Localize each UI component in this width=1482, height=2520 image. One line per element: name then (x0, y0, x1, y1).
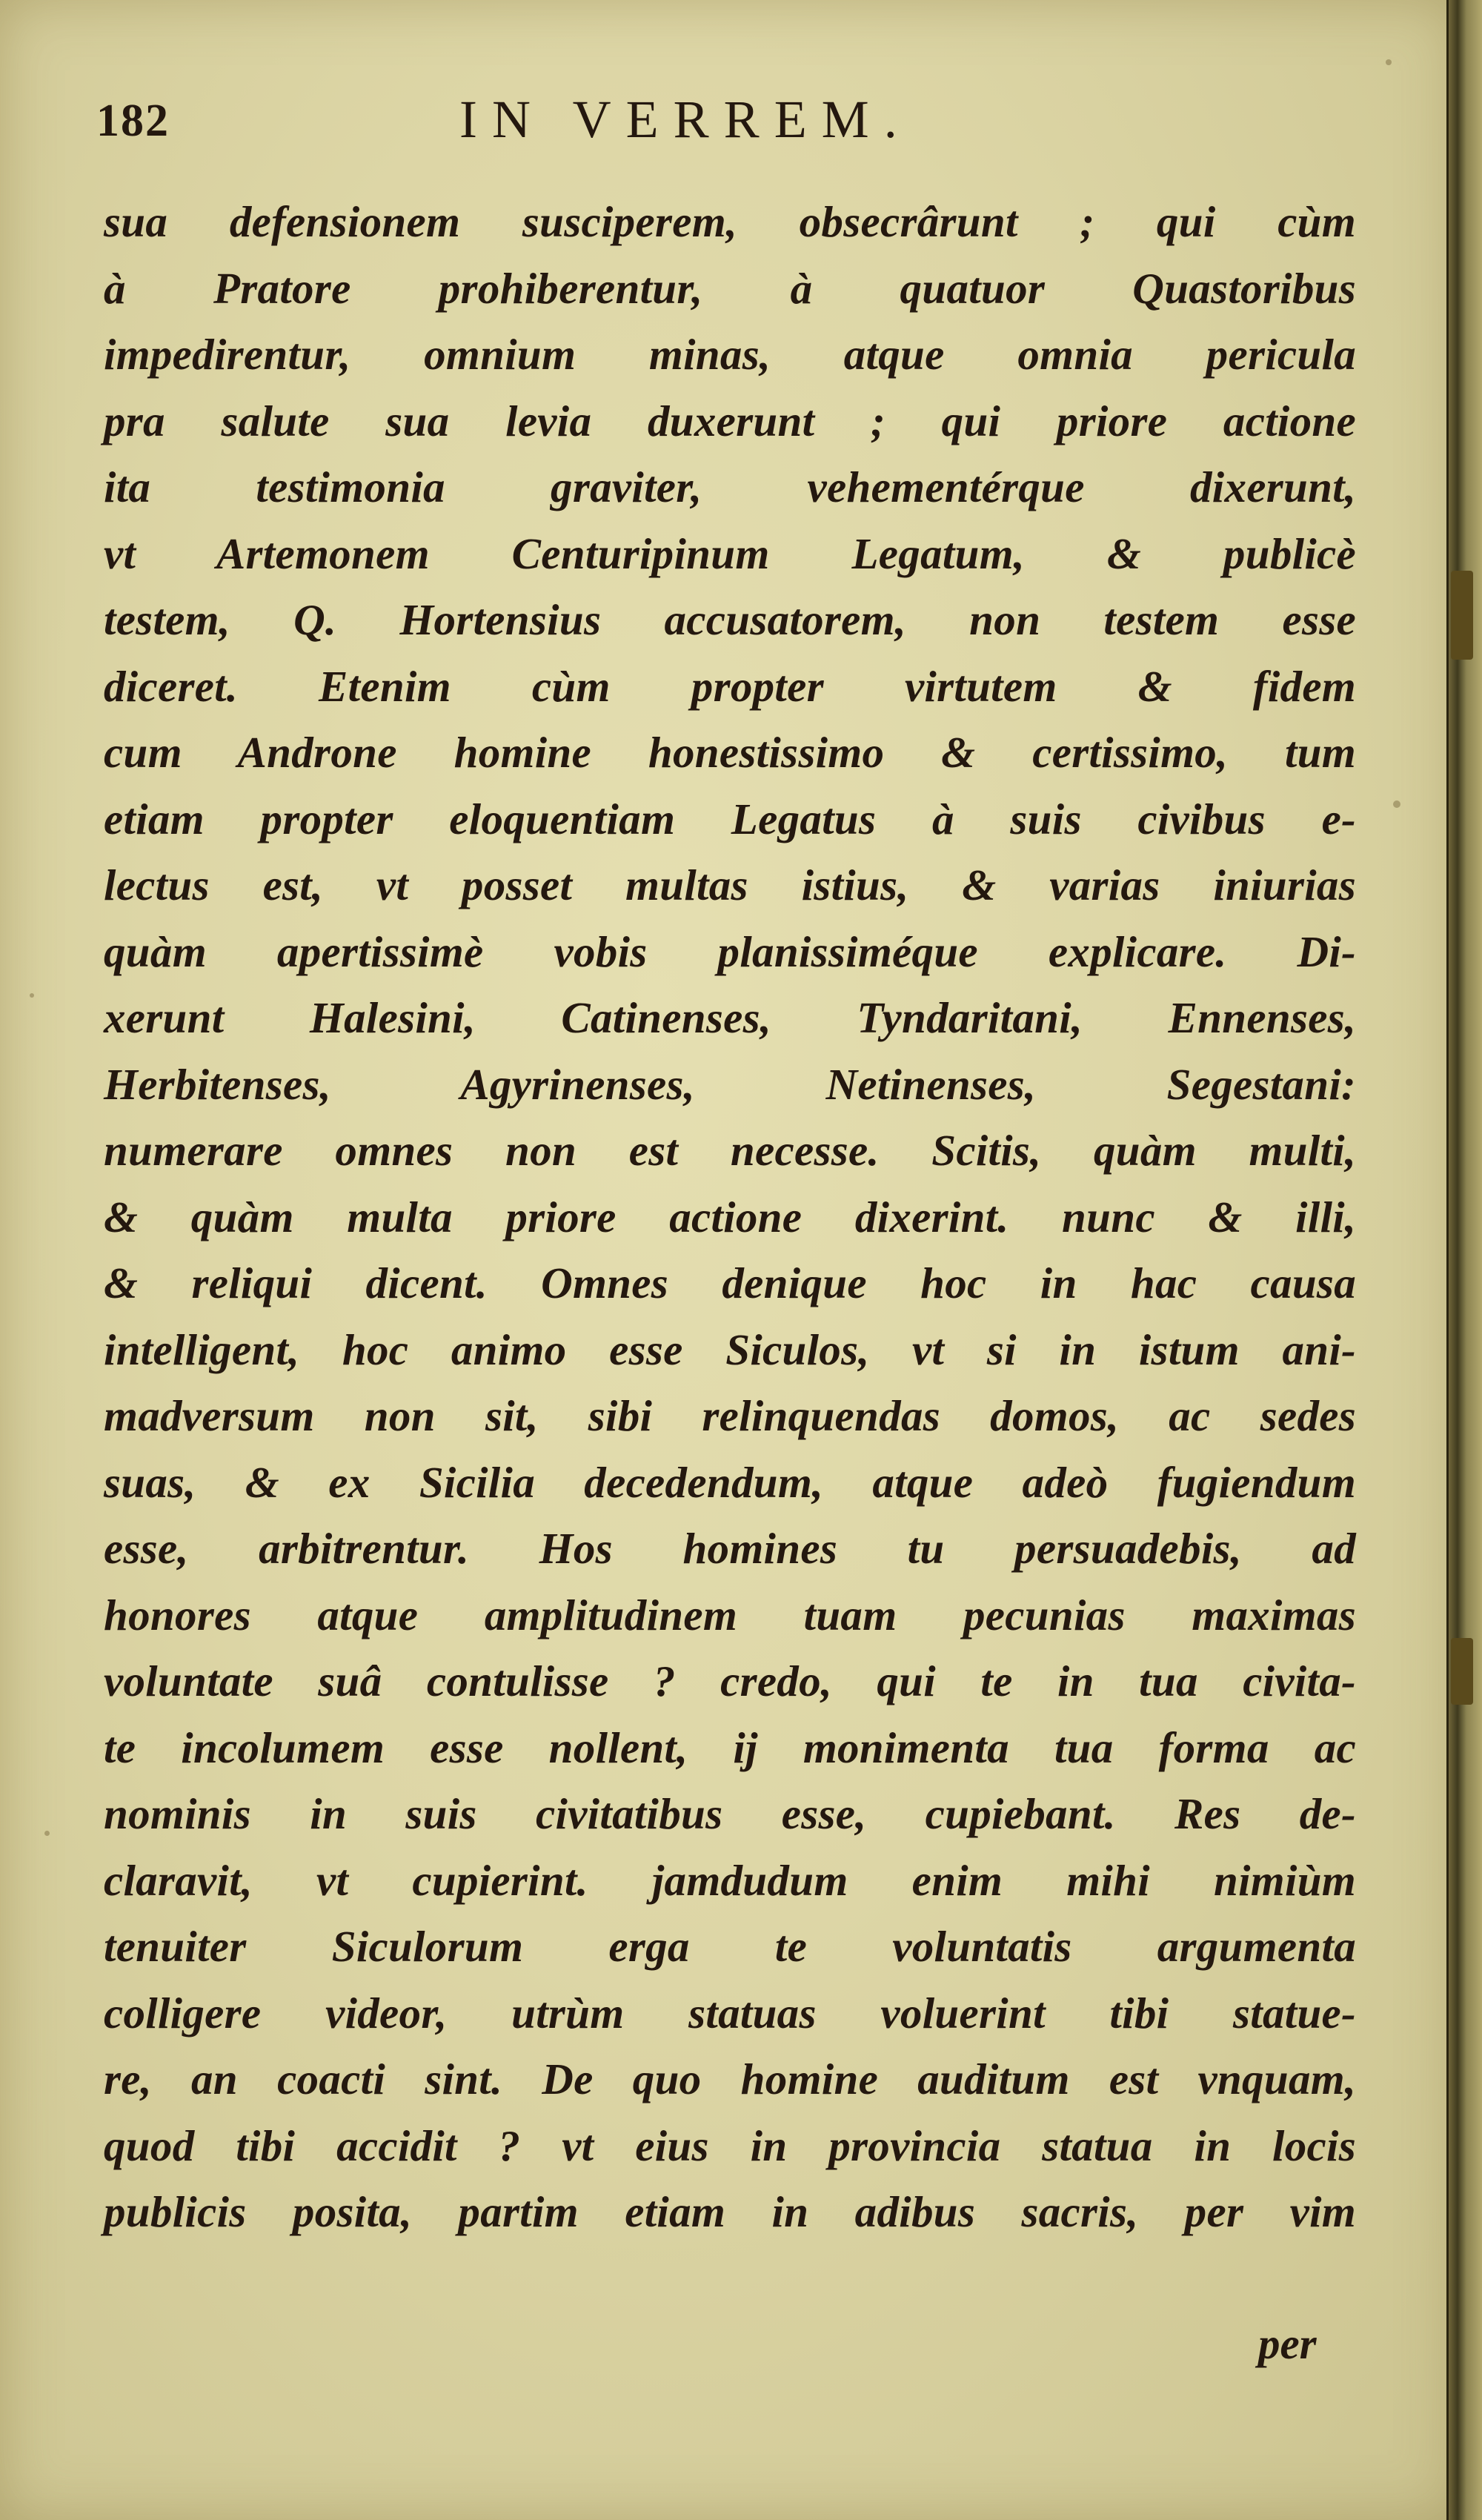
text-line: publicis posita, partim etiam in adibus sacris, per vim (104, 2187, 1356, 2236)
text-line: cum Androne homine honestissimo & certissimo, tum (104, 728, 1356, 777)
text-line: à Pratore prohiberentur, à quatuor Quastoribus (104, 263, 1356, 313)
text-line: sua defensionem susciperem, obsecrârunt ; qui cùm (104, 197, 1356, 246)
adjacent-page-edge (1446, 0, 1482, 2520)
text-line: xerunt Halesini, Catinenses, Tyndaritani, Ennenses, (104, 993, 1356, 1042)
text-line: & reliqui dicent. Omnes denique hoc in hac causa (104, 1259, 1356, 1307)
page-header (96, 89, 1356, 163)
text-line: claravit, vt cupierint. jamdudum enim mihi nimiùm (104, 1855, 1356, 1905)
text-line: suas, & ex Sicilia decedendum, atque adeò fugiendum (104, 1457, 1356, 1507)
text-line: te incolumem esse nollent, ij monimenta tua forma ac (104, 1722, 1356, 1772)
text-line: nominis in suis civitatibus esse, cupiebant. Res de- (104, 1789, 1356, 1838)
text-line: tenuiter Siculorum erga te voluntatis argumenta (104, 1922, 1356, 1971)
paper-speck (1386, 59, 1392, 65)
text-line: etiam propter eloquentiam Legatus à suis civibus e- (104, 794, 1356, 843)
text-line: numerare omnes non est necesse. Scitis, quàm multi, (104, 1126, 1356, 1175)
page-number: 182 (96, 96, 170, 146)
binding-mark (1451, 571, 1473, 660)
text-line: & quàm multa priore actione dixerint. nunc & illi, (104, 1192, 1356, 1241)
text-line: esse, arbitrentur. Hos homines tu persuadebis, ad (104, 1524, 1356, 1573)
text-line: colligere videor, utrùm statuas voluerint tibi statue- (104, 1988, 1356, 2037)
text-line: intelligent, hoc animo esse Siculos, vt si in istum ani- (104, 1324, 1356, 1374)
catchword: per (1258, 2319, 1317, 2368)
text-line: quàm apertissimè vobis planissiméque explicare. Di- (104, 926, 1356, 976)
binding-mark (1451, 1638, 1473, 1705)
text-line: re, an coacti sint. De quo homine auditum est vnquam, (104, 2055, 1356, 2103)
running-head: IN VERREM. (459, 90, 912, 149)
paper-speck (44, 1831, 50, 1836)
text-line: quod tibi accidit ? vt eius in provincia statua in locis (104, 2121, 1356, 2170)
text-line: Herbitenses, Agyrinenses, Netinenses, Segestani: (104, 1059, 1356, 1109)
text-line: lectus est, vt posset multas istius, & varias iniurias (104, 861, 1356, 909)
text-line: vt Artemonem Centuripinum Legatum, & publicè (104, 528, 1356, 578)
text-line: ita testimonia graviter, vehementérque dixerunt, (104, 462, 1356, 511)
text-line: impedirentur, omnium minas, atque omnia pericula (104, 330, 1356, 379)
body-text (104, 189, 1356, 2246)
paper-speck (30, 993, 34, 998)
text-line: madversum non sit, sibi relinquendas domos, ac sedes (104, 1391, 1356, 1440)
text-line: testem, Q. Hortensius accusatorem, non testem esse (104, 595, 1356, 644)
text-line: pra salute sua levia duxerunt ; qui priore actione (104, 396, 1356, 445)
text-line: diceret. Etenim cùm propter virtutem & fidem (104, 661, 1356, 711)
text-line: honores atque amplitudinem tuam pecunias maximas (104, 1590, 1356, 1639)
text-line: voluntate suâ contulisse ? credo, qui te in tua civita- (104, 1657, 1356, 1705)
paper-speck (1393, 800, 1400, 808)
